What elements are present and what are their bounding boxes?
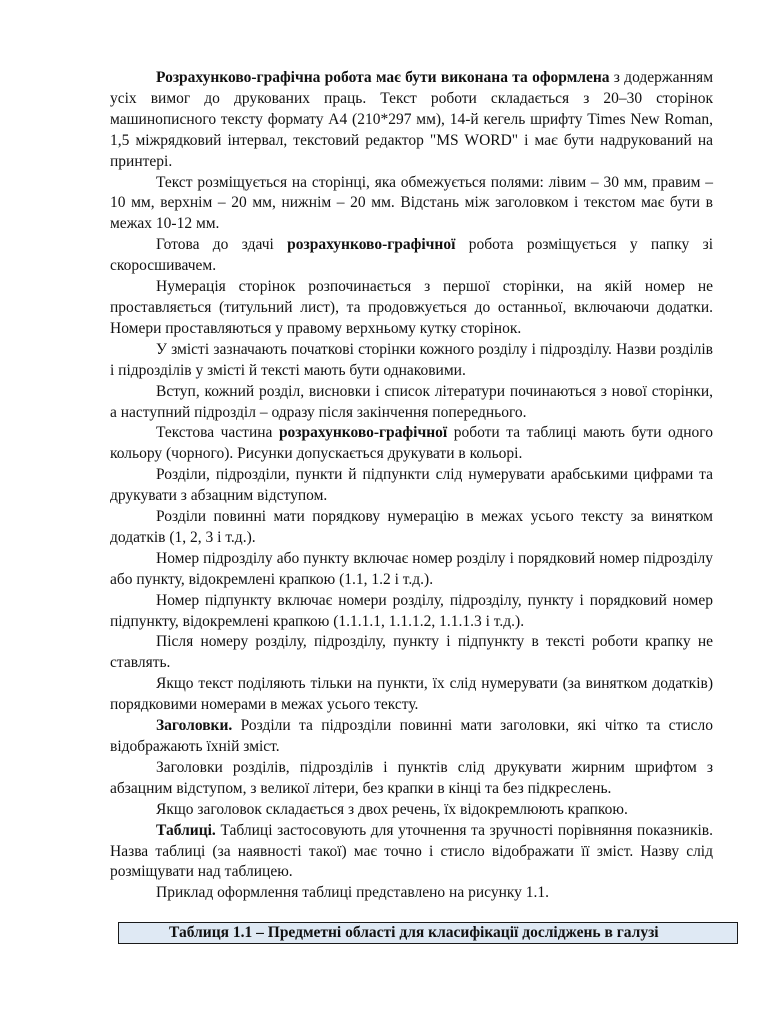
paragraph-margins: Текст розміщується на сторінці, яка обмежується полями: лівим – 30 мм, правим – 10 мм, верхнім – 20 мм, нижнім – 20 мм. Відстань між заголовком і текстом має бути в межах 10-12 мм. [110,173,713,233]
paragraph-headings [110,716,713,758]
paragraph-points-only: Якщо текст поділяють тільки на пункти, їх слід нумерувати (за винятком додатків) порядковими номерами в межах усього тексту. [110,675,713,714]
paragraph-numbering-arabic: Розділи, підрозділи, пункти й підпункти слід нумерувати арабськими цифрами та друкувати з абзацним відступом. [110,466,713,505]
paragraph-color [110,423,713,465]
paragraph-headings-style: Заголовки розділів, підрозділів і пунктів слід друкувати жирним шрифтом з абзацним відступом, з великої літери, без крапки в кінці та без підкреслень. [110,758,713,797]
paragraph-text-after: роботи та таблиці мають бути одного кольору (чорного). Рисунки допускається друкувати в кольорі. [110,424,713,463]
bold-heading-phrase: Заголовки. [156,717,233,735]
paragraph-requirements [110,68,713,173]
bold-heading-phrase: Розрахунково-графічна робота має бути виконана та оформлена [156,69,610,86]
paragraph-folder [110,235,713,277]
paragraph-text: Таблиці застосовують для уточнення та зручності порівняння показників. Назва таблиці (за наявності такої) має точно і стисло відображати її зміст. Назву слід розміщувати над таблицею. [110,821,713,881]
paragraph-table-example: Приклад оформлення таблиці представлено на рисунку 1.1. [156,884,550,902]
document-body [110,68,713,904]
paragraph-two-sentences: Якщо заголовок складається з двох речень, їх відокремлюють крапкою. [156,800,628,818]
bold-phrase: розрахунково-графічної [278,424,448,442]
paragraph-subsection-number: Номер підрозділу або пункту включає номер розділу і порядковий номер підрозділу або пункту, відокремлені крапкою (1.1, 1.2 і т.д.). [110,549,713,588]
paragraph-no-dot: Після номеру розділу, підрозділу, пункту і підпункту в тексті роботи крапку не ставлять. [110,633,713,672]
paragraph-text-before: Текстова частина [156,424,279,442]
paragraph-text-before: Готова до здачі [156,236,288,254]
bold-heading-phrase: Таблиці. [156,821,216,839]
paragraph-text: з додержанням усіх вимог до друкованих праць. Текст роботи складається з 20–30 сторінок машинописного тексту формату А4 (210*297 мм), 14-й кегель шрифту Times New Roman, 1,5 міжрядковий інтервал, текстовий редактор "MS WORD" і має бути надрукований на принтері. [110,69,713,170]
paragraph-sections-start: Вступ, кожний розділ, висновки і список літератури починаються з нової сторінки, а наступний підрозділ – одразу після закінчення попереднього. [110,382,713,421]
paragraph-page-numbering: Нумерація сторінок розпочинається з першої сторінки, на якій номер не проставляється (титульний лист), та продовжується до останньої, включаючи додатки. Номери проставляються у правому верхньому кутку сторінок. [110,278,713,337]
paragraph-section-numbering: Розділи повинні мати порядкову нумерацію в межах усього тексту за винятком додатків (1, 2, 3 і т.д.). [110,508,713,546]
paragraph-contents: У змісті зазначають початкові сторінки кожного розділу і підрозділу. Назви розділів і підрозділів у змісті й тексті мають бути однаковими. [110,340,713,379]
paragraph-subpoint-number: Номер підпункту включає номери розділу, підрозділу, пункту і порядковий номер підпункту, відокремлені крапкою (1.1.1.1, 1.1.1.2, 1.1.1.3 і т.д.). [110,591,713,630]
table-caption: Таблиця 1.1 – Предметні області для класифікації досліджень в галузі [118,922,738,944]
paragraph-text-after: робота розміщується у папку зі скоросшивачем. [110,236,713,275]
paragraph-tables [110,821,713,884]
paragraph-text: Розділи та підрозділи повинні мати заголовки, які чітко та стисло відображають їхній зміст. [110,717,713,755]
bold-phrase: розрахунково-графічної [287,236,456,254]
